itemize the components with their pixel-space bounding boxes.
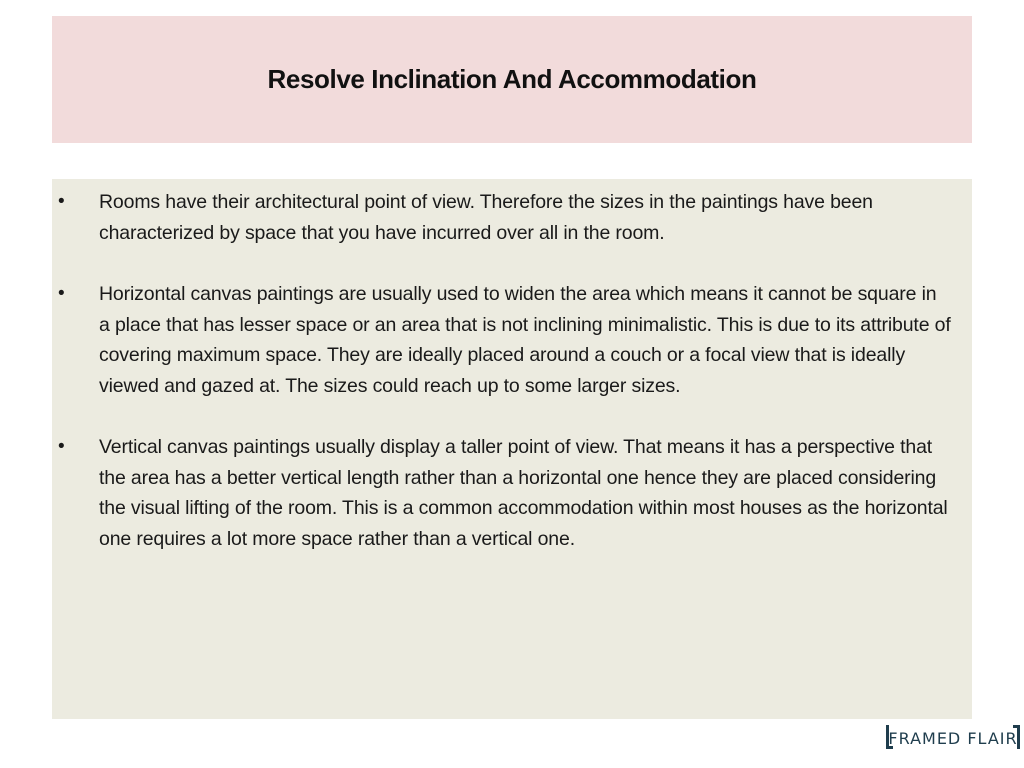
bullet-item-horizontal: [52, 279, 952, 401]
bullet-text: Vertical canvas paintings usually display a taller point of view. That means it has a perspective that the area has a better vertical length rather than a horizontal one hence they are placed considering the visual lifting of the room. This is a common accommodation within most houses as the horizontal one requires a lot more space rather than a vertical one.: [99, 436, 948, 550]
bullet-text: Rooms have their architectural point of view. Therefore the sizes in the paintings have been characterized by space that you have incurred over all in the room.: [99, 191, 873, 244]
bullet-marker: •: [58, 283, 65, 304]
framed-flair-logo: [886, 725, 1020, 751]
bullet-marker: •: [58, 191, 65, 212]
logo-bracket-left: [886, 725, 893, 749]
logo-text: FRAMED FLAIR: [888, 728, 1018, 748]
slide-title: Resolve Inclination And Accommodation: [267, 64, 757, 94]
bullet-marker: •: [58, 436, 65, 457]
content-panel: [52, 179, 972, 719]
bullet-item-rooms: [52, 187, 952, 248]
title-banner: [52, 16, 972, 143]
bullet-item-vertical: [52, 432, 952, 554]
bullet-text: Horizontal canvas paintings are usually used to widen the area which means it cannot be square in a place that has lesser space or an area that is not inclining minimalistic. This is due to its attribute of covering maximum space. They are ideally placed around a couch or a focal view that is ideally viewed and gazed at. The sizes could reach up to some larger sizes.: [99, 283, 951, 397]
logo-bracket-right: [1013, 725, 1020, 749]
bullet-list: [52, 187, 952, 554]
